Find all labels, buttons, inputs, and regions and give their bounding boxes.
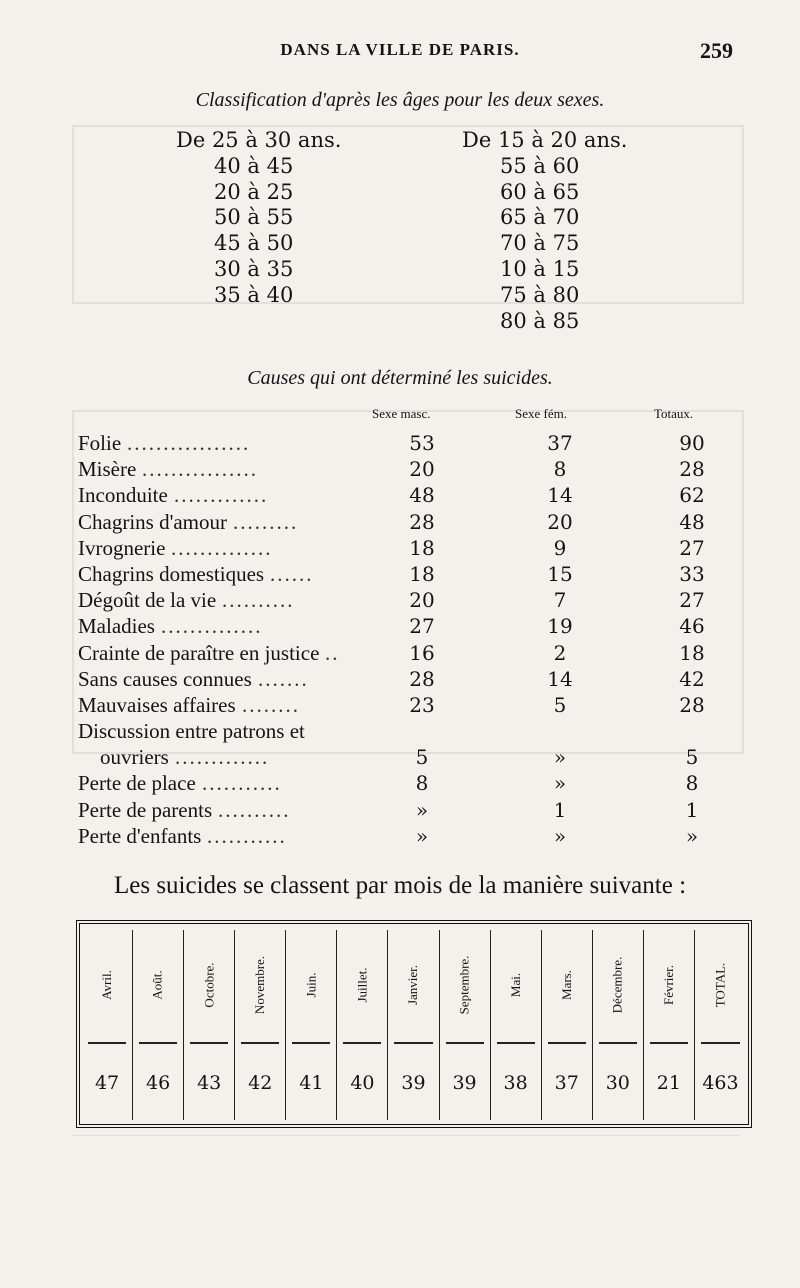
- cause-total-value: 28: [679, 457, 705, 482]
- cause-masc-value: 53: [409, 431, 435, 455]
- age-range: 35 à 40: [214, 282, 294, 307]
- cause-label: Mauvaises affaires: [78, 692, 236, 717]
- month-name: Janvier.: [405, 964, 421, 1006]
- cause-masc-value: 5: [415, 745, 429, 770]
- causes-section-title: Causes qui ont déterminé les suicides.: [247, 367, 553, 389]
- month-name: Février.: [660, 964, 676, 1006]
- month-value: 39: [401, 1072, 426, 1094]
- month-name-cell: [542, 930, 592, 1040]
- cell-divider: [548, 1042, 586, 1044]
- table-row: [78, 641, 718, 667]
- cause-fem-value: 37: [547, 431, 573, 455]
- month-name: Novembre.: [252, 955, 268, 1015]
- month-column: [184, 930, 235, 1120]
- cause-masc-value: 48: [409, 483, 435, 508]
- month-name-cell: [593, 930, 643, 1040]
- month-name: Mai.: [507, 972, 523, 998]
- month-name-cell: [388, 930, 438, 1040]
- age-range: De 15 à 20 ans.: [462, 128, 628, 152]
- leader-dots: .................: [127, 431, 251, 455]
- cause-label: Inconduite: [78, 483, 168, 508]
- month-name-cell: [440, 930, 490, 1040]
- leader-dots: .............: [174, 483, 269, 508]
- month-name-cell: [133, 930, 183, 1040]
- table-row: [78, 824, 718, 850]
- table-row: [78, 431, 718, 457]
- cause-label: Dégoût de la vie: [78, 588, 217, 613]
- leader-dots: ...........: [207, 823, 287, 848]
- age-range: 50 à 55: [214, 205, 294, 230]
- cause-label: Crainte de paraître en justice: [78, 640, 320, 665]
- cause-total-value: 27: [679, 535, 705, 560]
- month-column: [440, 930, 491, 1120]
- age-range: 55 à 60: [500, 153, 580, 178]
- age-range: 65 à 70: [500, 205, 580, 230]
- age-range: 10 à 15: [500, 256, 580, 281]
- month-name: Juillet.: [354, 967, 370, 1003]
- age-range: 30 à 35: [214, 256, 294, 281]
- month-name-cell: [184, 930, 234, 1040]
- cause-masc-value: »: [415, 797, 429, 822]
- leader-dots: ................: [142, 457, 258, 482]
- month-name-cell: [644, 930, 694, 1040]
- cause-fem-value: 1: [553, 797, 567, 822]
- month-value: 37: [554, 1072, 579, 1094]
- cause-masc-value: 28: [409, 666, 435, 691]
- table-row: [78, 588, 718, 614]
- cause-masc-value: »: [415, 823, 429, 848]
- leader-dots: ..: [325, 640, 340, 665]
- month-name: Septembre.: [456, 955, 472, 1015]
- month-name-cell: [286, 930, 336, 1040]
- cell-divider: [599, 1042, 637, 1044]
- cause-total-value: 18: [679, 640, 705, 665]
- month-value: 46: [146, 1072, 171, 1094]
- cause-masc-value: 8: [415, 771, 429, 796]
- cause-total-value: 27: [679, 588, 705, 613]
- cause-total-value: 33: [679, 561, 705, 586]
- cause-label: Discussion entre patrons et: [78, 719, 305, 744]
- header-sexe-masc: Sexe masc.: [372, 406, 431, 421]
- cause-fem-value: 14: [547, 666, 573, 691]
- cell-divider: [394, 1042, 432, 1044]
- page-number: 259: [700, 38, 733, 63]
- table-row: [78, 536, 718, 562]
- age-range: 70 à 75: [500, 231, 580, 256]
- cause-label: Perte de place: [78, 771, 196, 796]
- month-column: [491, 930, 542, 1120]
- month-column: [542, 930, 593, 1120]
- table-row: [78, 745, 718, 771]
- leader-dots: ...........: [202, 771, 282, 796]
- cause-fem-value: 5: [553, 692, 567, 717]
- month-name-cell: [235, 930, 285, 1040]
- month-column: [644, 930, 695, 1120]
- header-totaux: Totaux.: [654, 406, 694, 421]
- cause-fem-value: 14: [547, 483, 573, 508]
- cause-fem-value: 20: [547, 509, 573, 534]
- month-value: 30: [605, 1072, 630, 1094]
- cause-masc-value: 18: [409, 561, 435, 586]
- table-row: [78, 667, 718, 693]
- cause-label: Perte de parents: [78, 797, 213, 822]
- ages-right-column: [462, 128, 627, 334]
- cause-label: Ivrognerie: [78, 535, 166, 560]
- month-name-cell: [695, 930, 746, 1040]
- month-column: [235, 930, 286, 1120]
- cause-masc-value: 28: [409, 509, 435, 534]
- leader-dots: ........: [242, 692, 300, 717]
- cause-total-value: 5: [685, 745, 699, 770]
- month-column: [82, 930, 133, 1120]
- header-sexe-fem: Sexe fém.: [515, 406, 567, 421]
- cell-divider: [701, 1042, 740, 1044]
- age-range: 80 à 85: [500, 308, 580, 333]
- month-name: Juin.: [303, 972, 319, 998]
- leader-dots: ..........: [218, 797, 291, 822]
- month-name-cell: [82, 930, 132, 1040]
- month-value: 42: [248, 1072, 273, 1094]
- month-name-cell: [337, 930, 387, 1040]
- table-row: [78, 457, 718, 483]
- cause-total-value: 1: [685, 797, 699, 822]
- leader-dots: ..............: [171, 535, 273, 560]
- cause-masc-value: 20: [409, 457, 435, 482]
- leader-dots: .......: [258, 666, 309, 691]
- cause-masc-value: 18: [409, 535, 435, 560]
- cause-label: Misère: [78, 457, 137, 482]
- cause-fem-value: 7: [553, 588, 567, 613]
- cell-divider: [88, 1042, 126, 1044]
- age-range: 75 à 80: [500, 282, 580, 307]
- month-name: Octobre.: [201, 962, 217, 1008]
- leader-dots: .........: [233, 509, 299, 534]
- age-range: De 25 à 30 ans.: [176, 128, 342, 152]
- cause-masc-value: 23: [409, 692, 435, 717]
- cause-fem-value: »: [553, 771, 567, 796]
- months-table: [76, 920, 752, 1128]
- bleed-through-rule: [72, 1135, 740, 1136]
- age-range: 20 à 25: [214, 179, 294, 204]
- cause-label: Chagrins d'amour: [78, 509, 228, 534]
- cause-label: Maladies: [78, 614, 155, 639]
- causes-table: [78, 431, 718, 850]
- table-row: [78, 693, 718, 719]
- month-name: Mars.: [558, 970, 574, 1000]
- cause-fem-value: »: [553, 823, 567, 848]
- cell-divider: [139, 1042, 177, 1044]
- cause-fem-value: 15: [547, 561, 573, 586]
- table-row: [78, 483, 718, 509]
- cause-total-value: 46: [679, 614, 705, 639]
- month-name: TOTAL.: [712, 962, 728, 1008]
- cell-divider: [343, 1042, 381, 1044]
- cause-fem-value: 2: [553, 640, 567, 665]
- table-row: [78, 771, 718, 797]
- cell-divider: [241, 1042, 279, 1044]
- cause-total-value: »: [685, 823, 699, 848]
- cause-label: ouvriers: [100, 745, 169, 770]
- cell-divider: [190, 1042, 228, 1044]
- month-value: 38: [503, 1072, 528, 1094]
- cell-divider: [497, 1042, 535, 1044]
- leader-dots: ..............: [161, 614, 263, 639]
- cause-label: Chagrins domestiques: [78, 561, 265, 586]
- running-header: DANS LA VILLE DE PARIS.: [280, 40, 520, 59]
- month-column: [593, 930, 644, 1120]
- cause-fem-value: 9: [553, 535, 567, 560]
- month-name: Avril.: [99, 970, 115, 1000]
- leader-dots: .............: [175, 745, 270, 770]
- month-column: [337, 930, 388, 1120]
- month-value: 40: [350, 1072, 375, 1094]
- cause-fem-value: »: [553, 745, 567, 770]
- cause-label: Folie: [78, 431, 122, 455]
- month-column: [388, 930, 439, 1120]
- cause-fem-value: 8: [553, 457, 567, 482]
- month-value: 41: [299, 1072, 324, 1094]
- cell-divider: [292, 1042, 330, 1044]
- months-intro: Les suicides se classent par mois de la manière suivante :: [113, 872, 687, 899]
- cell-divider: [650, 1042, 688, 1044]
- cause-masc-value: 20: [409, 588, 435, 613]
- cause-total-value: 48: [679, 509, 705, 534]
- cause-masc-value: 27: [409, 614, 435, 639]
- cell-divider: [446, 1042, 484, 1044]
- table-row: [78, 798, 718, 824]
- table-row: [78, 562, 718, 588]
- age-range: 60 à 65: [500, 179, 580, 204]
- cause-label: Perte d'enfants: [78, 823, 202, 848]
- cause-total-value: 62: [679, 483, 705, 508]
- bleed-through-table: [72, 125, 744, 304]
- age-range: 45 à 50: [214, 231, 294, 256]
- month-column: [695, 930, 746, 1120]
- month-value: 463: [702, 1072, 739, 1094]
- cause-label: Sans causes connues: [78, 666, 252, 691]
- table-row: [78, 719, 718, 745]
- month-name: Août.: [150, 970, 166, 1000]
- leader-dots: ......: [270, 561, 314, 586]
- ages-left-column: [176, 128, 341, 309]
- month-value: 39: [452, 1072, 477, 1094]
- leader-dots: ..........: [222, 588, 295, 613]
- cause-total-value: 42: [679, 666, 705, 691]
- cause-total-value: 8: [685, 771, 699, 796]
- cause-masc-value: 16: [409, 640, 435, 665]
- month-column: [286, 930, 337, 1120]
- month-value: 21: [656, 1072, 681, 1094]
- table-row: [78, 614, 718, 640]
- month-value: 47: [94, 1072, 120, 1094]
- month-name-cell: [491, 930, 541, 1040]
- age-range: 40 à 45: [214, 153, 294, 178]
- cause-fem-value: 19: [547, 614, 573, 639]
- cause-total-value: 90: [679, 431, 705, 455]
- month-value: 43: [197, 1072, 222, 1094]
- month-column: [133, 930, 184, 1120]
- cause-total-value: 28: [679, 692, 705, 717]
- table-row: [78, 510, 718, 536]
- month-name: Décembre.: [609, 956, 625, 1014]
- ages-section-title: Classification d'après les âges pour les deux sexes.: [195, 89, 605, 111]
